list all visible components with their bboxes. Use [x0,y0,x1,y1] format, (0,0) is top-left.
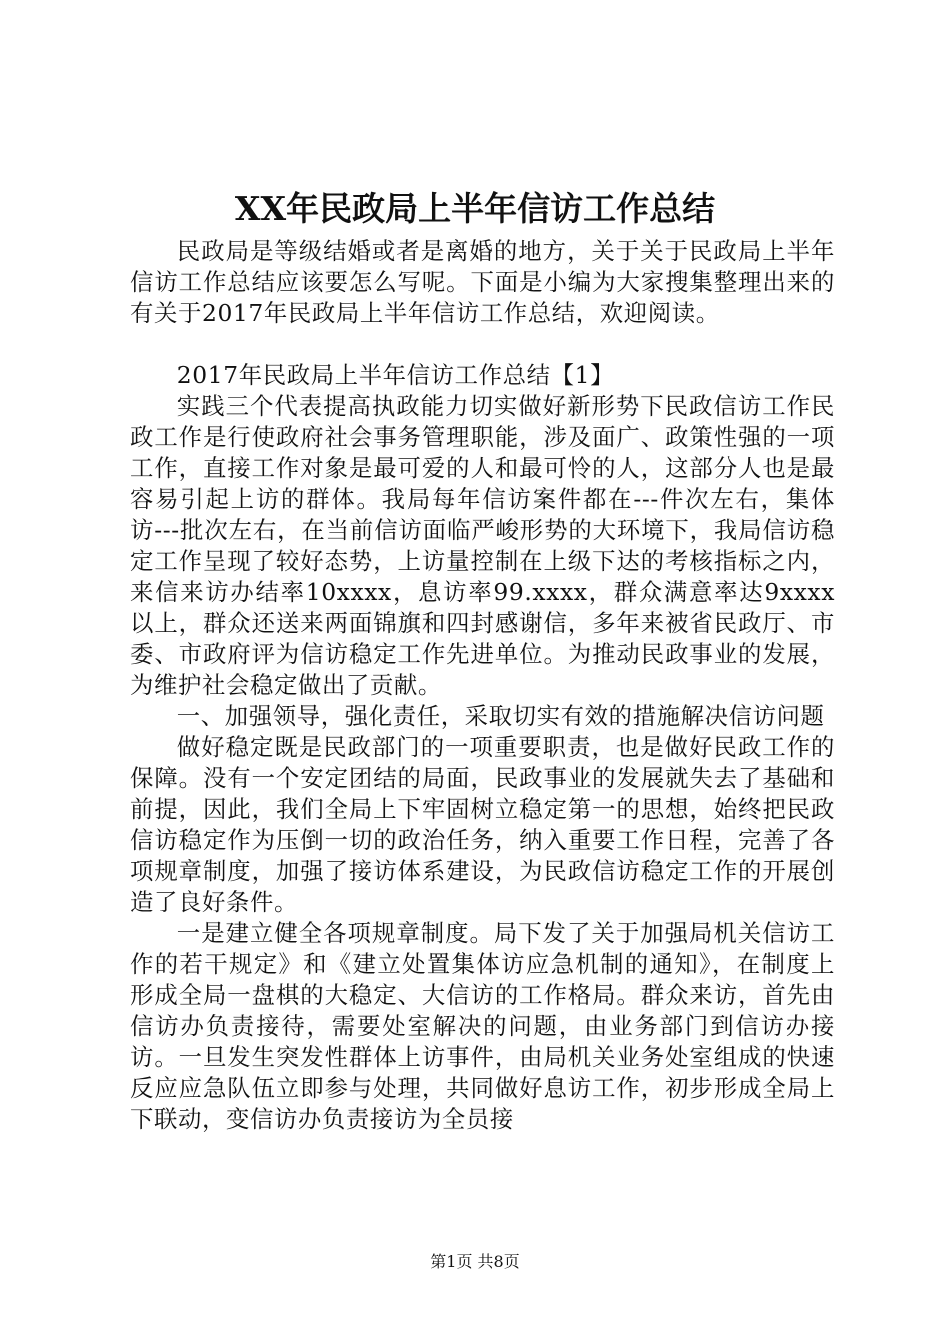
section-heading: 2017年民政局上半年信访工作总结【1】 [176,361,615,389]
document-title: XX年民政局上半年信访工作总结 [234,189,716,228]
body-paragraph: 做好稳定既是民政部门的一项重要职责，也是做好民政工作的保障。没有一个安定团结的局面，民政事业的发展就失去了基础和前提，因此，我们全局上下牢固树立稳定第一的思想，始终把民政信访稳定作为压倒一切的政治任务，纳入重要工作日程，完善了各项规章制度，加强了接访体系建设，为民政信访稳定工作的开展创造了良好条件。 [130,733,835,916]
document-body [130,236,835,1135]
subheading-paragraph: 一、加强领导，强化责任，采取切实有效的措施解决信访问题 [176,702,825,730]
body-paragraph: 实践三个代表提高执政能力切实做好新形势下民政信访工作民政工作是行使政府社会事务管理职能，涉及面广、政策性强的一项工作，直接工作对象是最可爱的人和最可怜的人，这部分人也是最容易引起上访的群体。我局每年信访案件都在---件次左右，集体访---批次左右，在当前信访面临严峻形势的大环境下，我局信访稳定工作呈现了较好态势，上访量控制在上级下达的考核指标之内，来信来访办结率10xxxx，息访率99.xxxx，群众满意率达9xxxx以上，群众还送来两面锦旗和四封感谢信，多年来被省民政厅、市委、市政府评为信访稳定工作先进单位。为推动民政事业的发展，为维护社会稳定做出了贡献。 [130,392,835,699]
page-footer: 第1页 共8页 [430,1252,520,1271]
body-paragraph: 一是建立健全各项规章制度。局下发了关于加强局机关信访工作的若干规定》和《建立处置集体访应急机制的通知》，在制度上形成全局一盘棋的大稳定、大信访的工作格局。群众来访，首先由信访办负责接待，需要处室解决的问题，由业务部门到信访办接访。一旦发生突发性群体上访事件，由局机关业务处室组成的快速反应应急队伍立即参与处理，共同做好息访工作，初步形成全局上下联动，变信访办负责接访为全员接 [130,919,835,1133]
blank-line [130,329,835,360]
intro-paragraph: 民政局是等级结婚或者是离婚的地方，关于关于民政局上半年信访工作总结应该要怎么写呢。下面是小编为大家搜集整理出来的有关于2017年民政局上半年信访工作总结，欢迎阅读。 [130,237,835,327]
